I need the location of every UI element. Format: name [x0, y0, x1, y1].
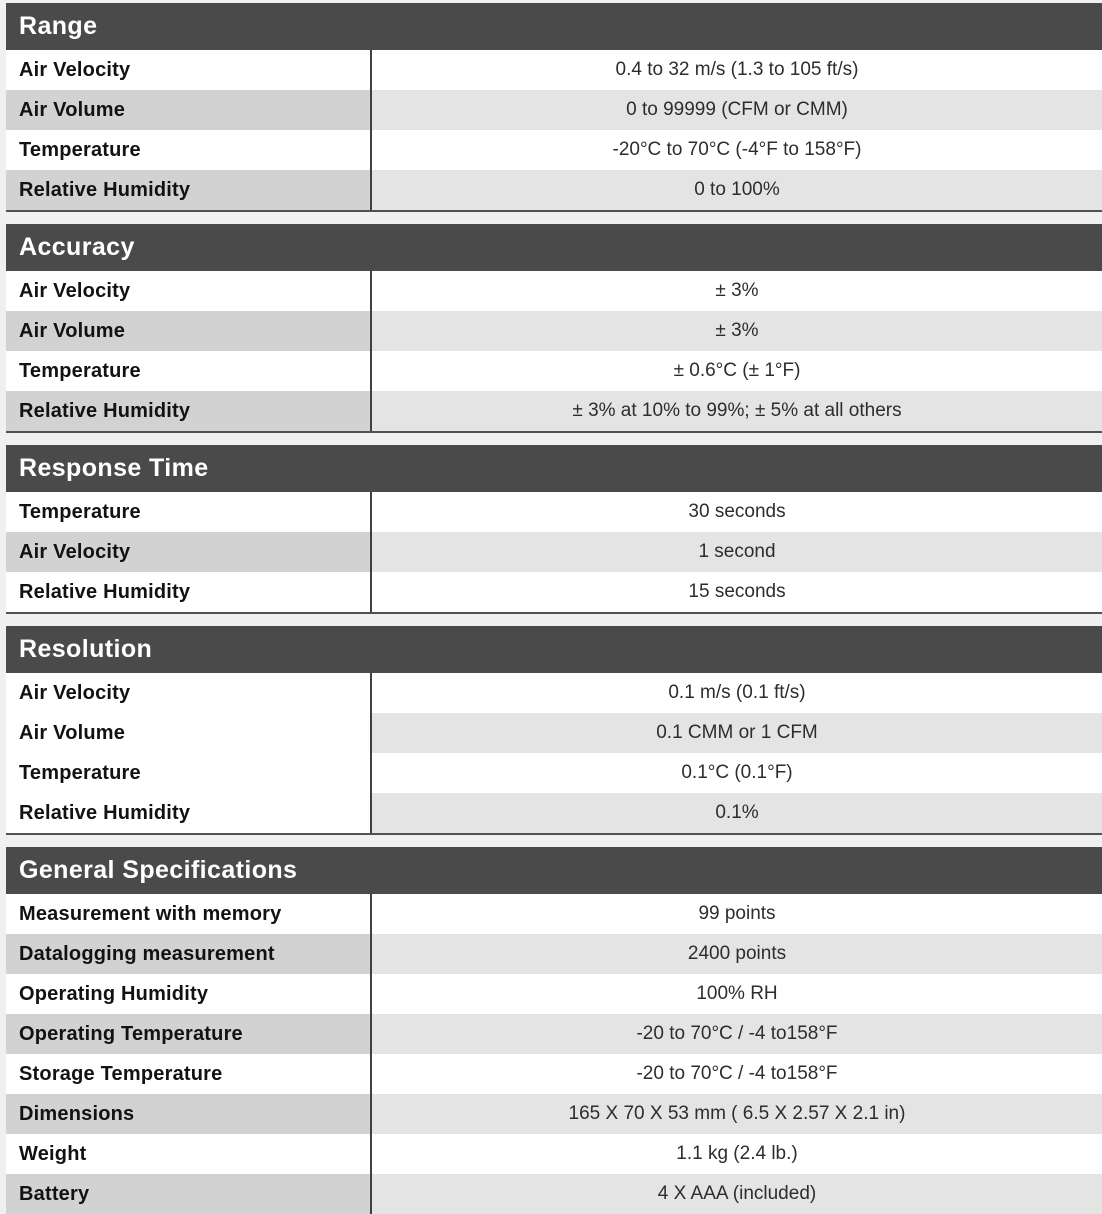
spec-value: 0.1 m/s (0.1 ft/s): [372, 673, 1102, 713]
spec-label: Operating Temperature: [6, 1014, 372, 1054]
spec-label: Relative Humidity: [6, 793, 372, 833]
section-rows: [6, 894, 1102, 1214]
section-title: Response Time: [19, 454, 209, 482]
spec-label: Relative Humidity: [6, 170, 372, 210]
spec-row: [6, 170, 1102, 210]
spec-row: [6, 1094, 1102, 1134]
spec-value: 2400 points: [372, 934, 1102, 974]
spec-value: -20 to 70°C / -4 to158°F: [372, 1014, 1102, 1054]
spec-value: ± 3%: [372, 311, 1102, 351]
spec-value: 165 X 70 X 53 mm ( 6.5 X 2.57 X 2.1 in): [372, 1094, 1102, 1134]
spec-row: [6, 673, 1102, 713]
spec-value: -20°C to 70°C (-4°F to 158°F): [372, 130, 1102, 170]
section-response-time: [6, 445, 1102, 614]
spec-row: [6, 391, 1102, 431]
spec-row: [6, 1014, 1102, 1054]
spec-value: 30 seconds: [372, 492, 1102, 532]
spec-label: Air Velocity: [6, 271, 372, 311]
section-range: [6, 3, 1102, 212]
spec-row: [6, 974, 1102, 1014]
spec-value: 0.1°C (0.1°F): [372, 753, 1102, 793]
spec-row: [6, 1174, 1102, 1214]
spec-label: Air Volume: [6, 90, 372, 130]
spec-label: Air Volume: [6, 713, 372, 753]
spec-row: [6, 713, 1102, 753]
spec-row: [6, 130, 1102, 170]
section-header: [6, 445, 1102, 492]
spec-value: ± 3%: [372, 271, 1102, 311]
section-general-specifications: [6, 847, 1102, 1214]
spec-row: [6, 1054, 1102, 1094]
spec-label: Air Velocity: [6, 532, 372, 572]
spec-label: Temperature: [6, 753, 372, 793]
section-title: Resolution: [19, 635, 153, 663]
spec-label: Dimensions: [6, 1094, 372, 1134]
spec-value: 0 to 100%: [372, 170, 1102, 210]
spec-row: [6, 50, 1102, 90]
spec-label: Air Velocity: [6, 50, 372, 90]
section-rows: [6, 673, 1102, 833]
spec-value: ± 0.6°C (± 1°F): [372, 351, 1102, 391]
spec-value: 0 to 99999 (CFM or CMM): [372, 90, 1102, 130]
spec-value: 4 X AAA (included): [372, 1174, 1102, 1214]
spec-row: [6, 271, 1102, 311]
spec-label: Weight: [6, 1134, 372, 1174]
spec-label: Air Velocity: [6, 673, 372, 713]
spec-value: 0.1 CMM or 1 CFM: [372, 713, 1102, 753]
section-rows: [6, 492, 1102, 612]
section-rows: [6, 271, 1102, 431]
spec-label: Relative Humidity: [6, 391, 372, 431]
spec-label: Datalogging measurement: [6, 934, 372, 974]
spec-row: [6, 1134, 1102, 1174]
spec-value: 100% RH: [372, 974, 1102, 1014]
spec-row: [6, 753, 1102, 793]
spec-label: Temperature: [6, 130, 372, 170]
spec-row: [6, 351, 1102, 391]
spec-label: Relative Humidity: [6, 572, 372, 612]
section-header: [6, 3, 1102, 50]
spec-value: 99 points: [372, 894, 1102, 934]
spec-row: [6, 934, 1102, 974]
section-resolution: [6, 626, 1102, 835]
section-title: Accuracy: [19, 233, 135, 261]
spec-value: ± 3% at 10% to 99%; ± 5% at all others: [372, 391, 1102, 431]
section-header: [6, 847, 1102, 894]
spec-row: [6, 532, 1102, 572]
spec-row: [6, 492, 1102, 532]
spec-label: Temperature: [6, 492, 372, 532]
spec-label: Measurement with memory: [6, 894, 372, 934]
spec-value: 0.4 to 32 m/s (1.3 to 105 ft/s): [372, 50, 1102, 90]
spec-value: -20 to 70°C / -4 to158°F: [372, 1054, 1102, 1094]
section-title: General Specifications: [19, 856, 298, 884]
section-accuracy: [6, 224, 1102, 433]
spec-value: 15 seconds: [372, 572, 1102, 612]
spec-value: 1.1 kg (2.4 lb.): [372, 1134, 1102, 1174]
spec-value: 1 second: [372, 532, 1102, 572]
spec-row: [6, 793, 1102, 833]
section-title: Range: [19, 12, 98, 40]
section-header: [6, 224, 1102, 271]
spec-value: 0.1%: [372, 793, 1102, 833]
spec-row: [6, 90, 1102, 130]
spec-label: Battery: [6, 1174, 372, 1214]
spec-label: Operating Humidity: [6, 974, 372, 1014]
section-rows: [6, 50, 1102, 210]
spec-label: Air Volume: [6, 311, 372, 351]
spec-row: [6, 572, 1102, 612]
section-header: [6, 626, 1102, 673]
spec-row: [6, 311, 1102, 351]
spec-label: Storage Temperature: [6, 1054, 372, 1094]
spec-label: Temperature: [6, 351, 372, 391]
spec-row: [6, 894, 1102, 934]
